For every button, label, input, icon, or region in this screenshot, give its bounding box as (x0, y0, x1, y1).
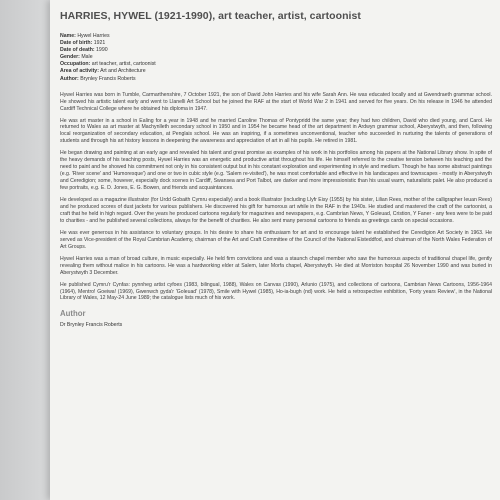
document-page (50, 0, 500, 500)
paragraph-early-life: Hywel Harries was born in Tumble, Carmarthenshire, 7 October 1921, the son of David John Harries and his wife Sarah Ann. He was educated locally and at Gwendraeth grammar school. He showed his artistic talent early and went to Llanelli Art School but he joined the RAF at the start of World War 2 in 1941 and served for five years. On his release in 1946 he attended Cardiff Technical College where he obtained his diploma in 1947. (60, 91, 492, 112)
meta-gender (60, 54, 492, 61)
meta-value: Male (81, 54, 93, 61)
paragraph-character-death: Hywel Harries was a man of broad culture, in music especially. He held firm convictions and was a staunch chapel member who saw the humorous aspects of traditional chapel life, gently revealing them without malice in his cartoons. He was a hardworking elder at Salem, later Morfa chapel, Aberystwyth. He died at Morriston hospital 26 November 1990 and was buried in Aberystwyth 3 December. (60, 255, 492, 276)
meta-label: Name: (60, 33, 76, 39)
author-name-link[interactable]: Dr Brynley Francis Roberts (60, 322, 123, 329)
meta-area-of-activity (60, 68, 492, 75)
document-content (60, 10, 492, 328)
metadata-list (60, 33, 492, 83)
paragraph-voluntary-groups: He was ever generous in his assistance to voluntary groups. In his desire to share his enthusiasm for art and to encourage talent he established the Ceredigion Art Society in 1963. He served as Vice-president of the Royal Cambrian Academy, chairman of the Art and Craft Committee of the Council of the National Eisteddfod, and chairman of the North Wales Federation of Art Groups. (60, 229, 492, 250)
meta-value: 1921 (93, 40, 106, 47)
meta-author (60, 76, 492, 83)
page-title: HARRIES, HYWEL (1921-1990), art teacher, artist, cartoonist (60, 10, 361, 22)
meta-label: Date of death: (60, 47, 95, 54)
meta-value: Brynley Francis Roberts (80, 75, 136, 82)
paragraph-artistic-work: He began drawing and painting at an early age and revealed his talent and great promise as examples of his work in his portfolios among his papers at the National Library show. In spite of the heavy demands of his teaching posts, Hywel Harries was an energetic and productive artist throughout his life. He himself referred to the creative tension between his teaching and the need to paint and he showed his commitment not only in his consistent output but in his constant exploration and experimenting in style and medium. Though he has some abstract paintings (e.g. 'River scene' and 'Humoresque') and one or two in cubic style (e.g. 'Salem re-visited'), he was most comfortable and effective in his landscapes and townscapes - mostly in Aberystwyth and Ceredigion; some, however, especially dock scenes in Cardiff, Swansea and Port Talbot, are darker and more impressionistic than his usual warm, naturalistic palet. He also produced a few portraits, e.g. E. D. Jones, E. G. Bowen, and friends and acquaintances. (60, 150, 492, 192)
paragraph-illustration-cartoons: He developed as a magazine illustrator (for Urdd Gobaith Cymru especially) and a book illustrator (including Llyfr Eisy (1955) by his sister, Lilian Rees, mother of the calligrapher Ieuan Rees) and he produced scores of dust jackets for various publishers. He discovered his gift for humorous art while in the RAF in the 1940s. He studied and mastered the craft of the cartoonist, a craft that he held in high regard. Over the years he produced cartoons regularly for magazines and newspapers, e.g. Cambrian News, Y Goleuad, Cristion, Y Faner - any fees were to be paid to charities - and he published several collections, always for the benefit of charities. He also sent many personal cartoons to friends as greetings cards on special occasions. (60, 197, 492, 224)
meta-value: Art and Architecture (100, 68, 146, 75)
meta-occupation (60, 61, 492, 68)
meta-label: Occupation: (60, 61, 91, 68)
meta-label: Date of birth: (60, 40, 93, 47)
meta-date-of-birth (60, 40, 492, 47)
meta-date-of-death (60, 47, 492, 54)
meta-name (60, 33, 492, 40)
meta-label: Gender: (60, 54, 80, 61)
meta-value: 1990 (96, 47, 108, 54)
background-margin (0, 0, 50, 500)
meta-label: Author: (60, 75, 79, 82)
meta-value: art teacher, artist, cartoonist (91, 61, 156, 68)
author-heading: Author (60, 309, 86, 319)
paragraph-publications: He published Cymru'r Cynfas: pynnheg artist cyfoes (1983, bilingual, 1988), Wales on Canvas (1990), Arlunio (1975), and collections of cartoons, Cambrian News Cartoons, 1956-1964 (1964), Mentro! Goeiwa! (1969), Gwenwch gyda'r 'Goleuad' (1978), Smile with Hywel (1985), Ho-ia-bugh (nd) work. He held a retrospective exhibition, 'Forty years Review', in the National Library of Wales, 12 May-24 June 1989; the catalogue lists much of his work. (60, 281, 492, 302)
meta-value: Hywel Harries (77, 33, 110, 39)
paragraph-teaching-career: He was art master in a school in Ealing for a year in 1948 and he married Caroline Thomas of Pontypridd the same year; they had two children, David who died young, and Carol. He returned to Wales as art master at Machynlleth secondary school in 1950 and in 1954 he became head of the art department in Ardwyn grammar school, Aberystwyth, and then, following local reorganization of secondary education, at Penglais school. He was an inspiring, if a sometimes unconventional, teacher who succeeded in nurturing the talents of generations of students and through his art history lessons in deepening the awareness and appreciation of art in all his pupils. He retired in 1981. (60, 117, 492, 145)
meta-label: Area of activity: (60, 68, 99, 75)
